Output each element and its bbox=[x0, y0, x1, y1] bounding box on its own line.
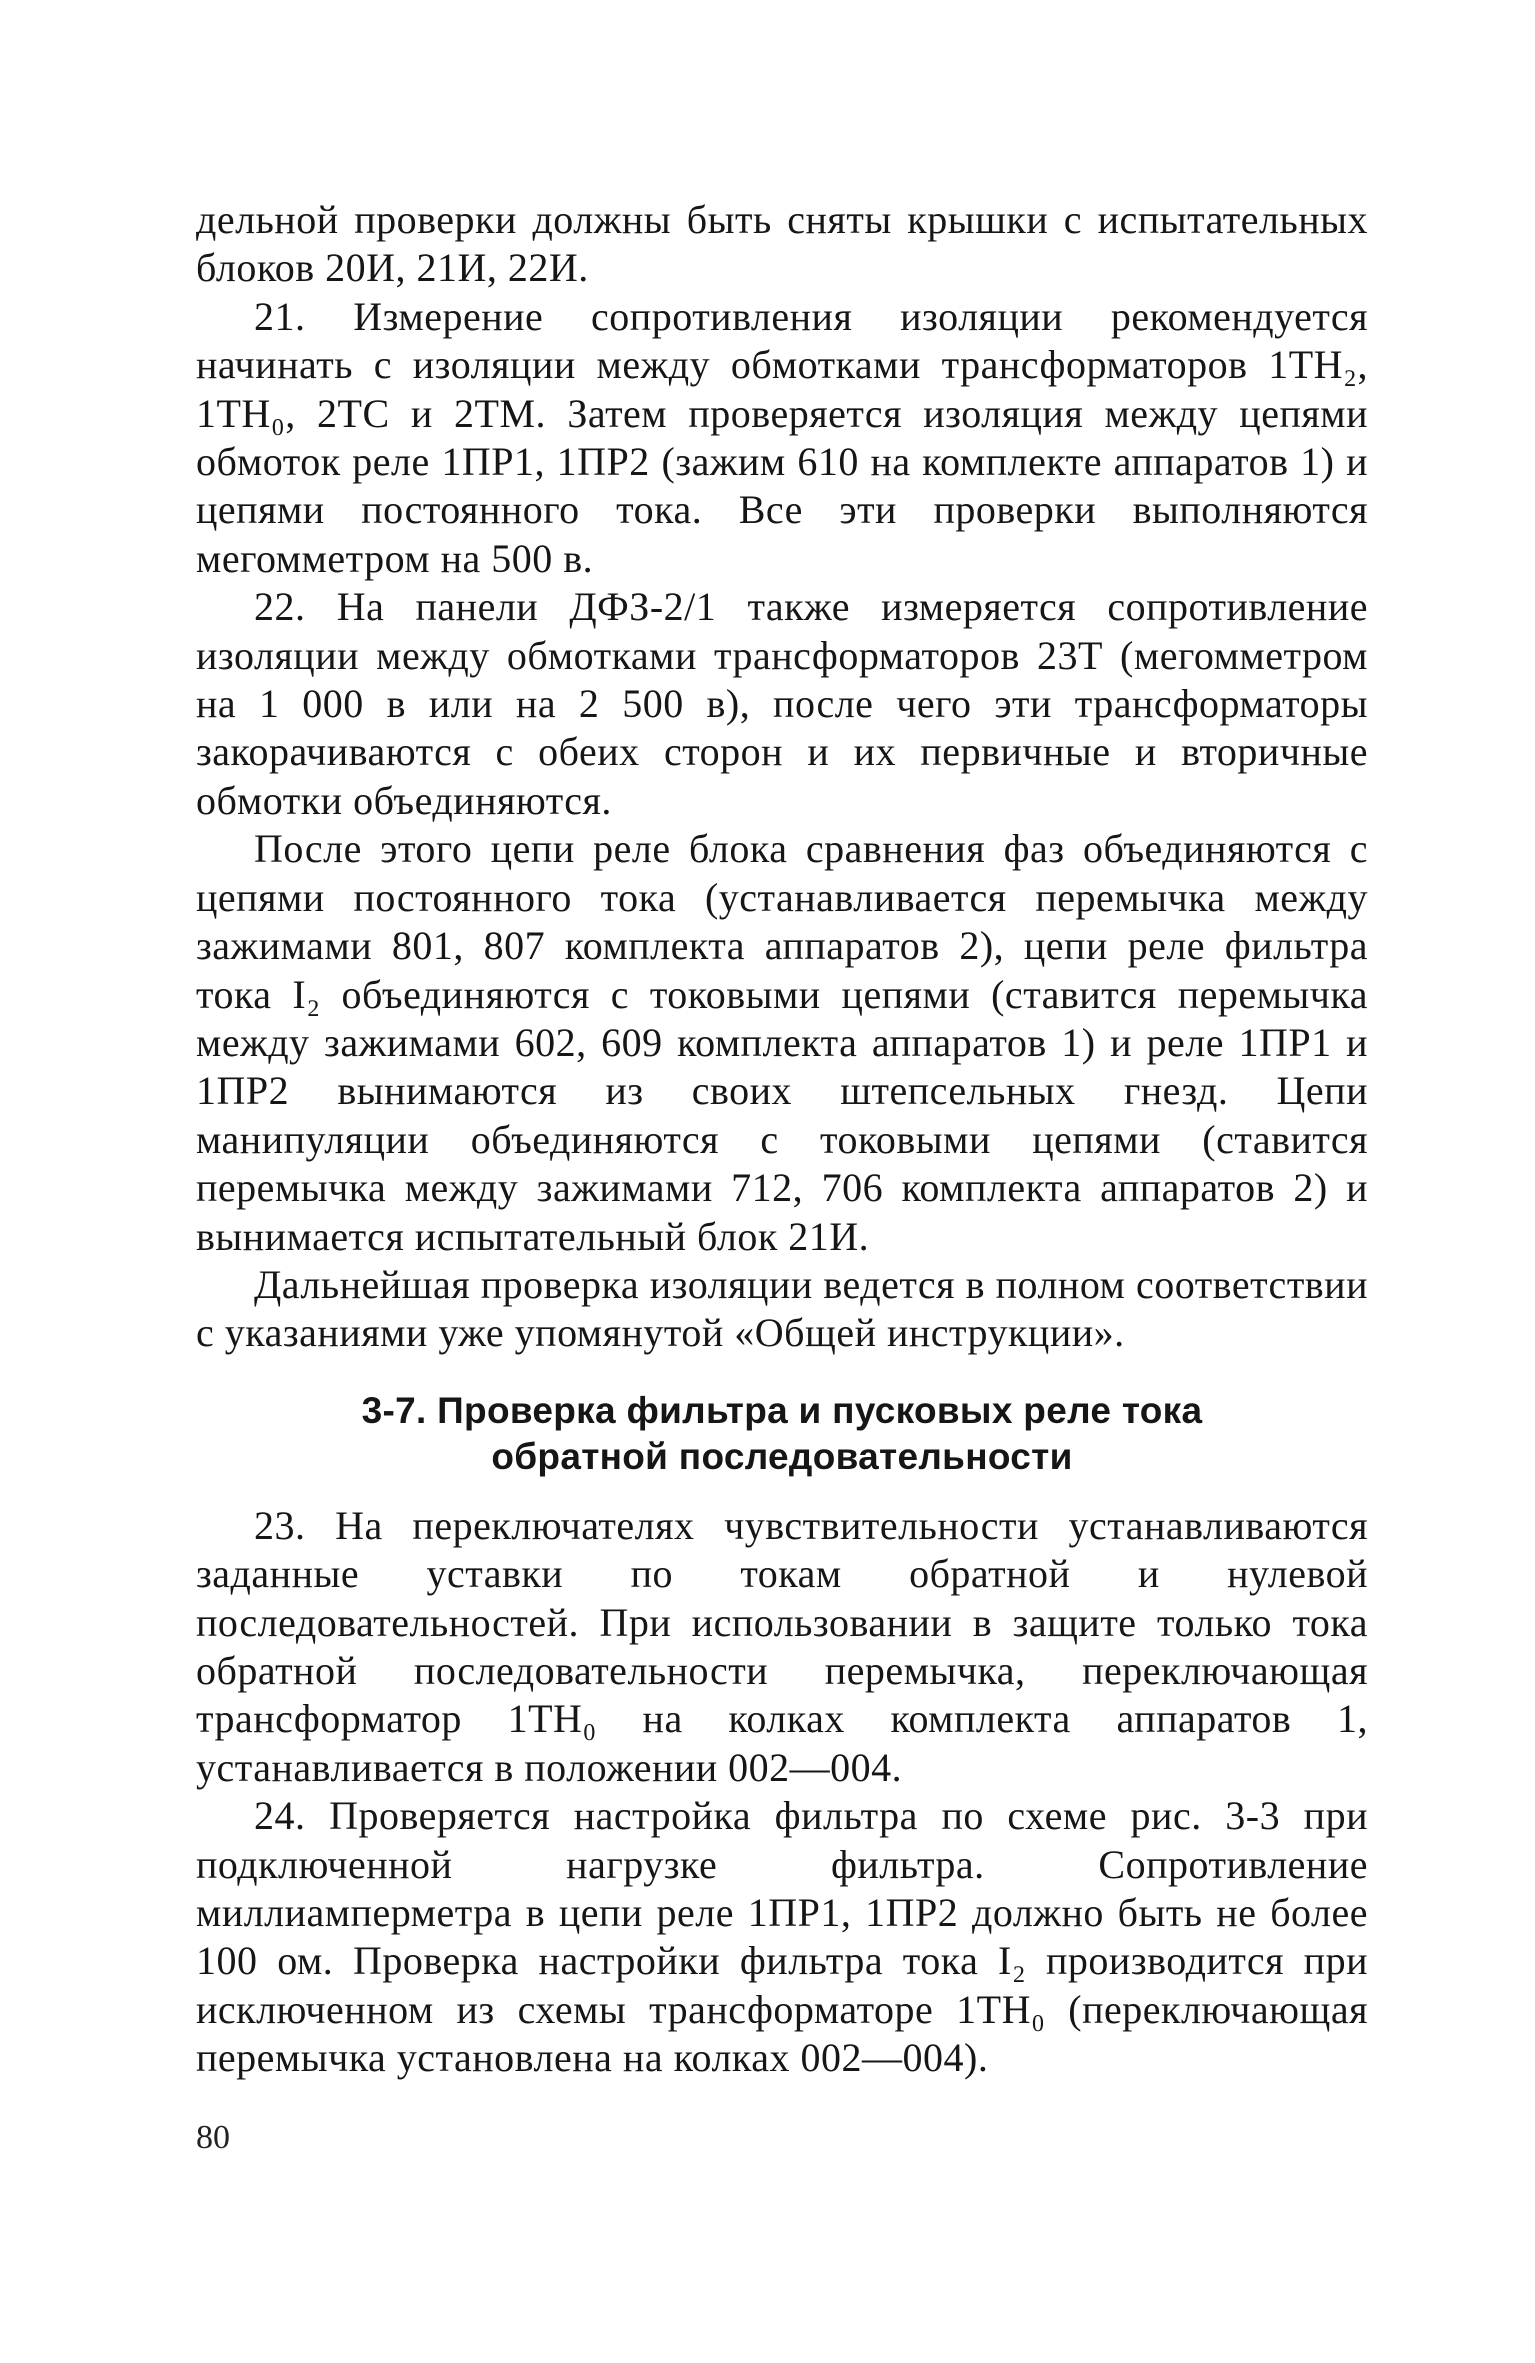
section-heading-line-1: 3-7. Проверка фильтра и пусковых реле тока bbox=[361, 1389, 1203, 1431]
paragraph-item-22: 22. На панели ДФЗ-2/1 также измеряется сопротивление изоляции между обмотками трансформаторов 23Т (мегомметром на 1 000 в или на 2 500 в), после чего эти трансформаторы закорачиваются с обеих сторон и их первичные и вторичные обмотки объединяются. bbox=[196, 584, 1368, 823]
paragraph-further-check: Дальнейшая проверка изоляции ведется в полном соответствии с указаниями уже упомянутой «Общей инструкции». bbox=[196, 1261, 1368, 1356]
page-number: 80 bbox=[196, 2119, 230, 2156]
paragraph-connections: После этого цепи реле блока сравнения фаз объединяются с цепями постоянного тока (устанавливается перемычка между зажимами 801, 807 комплекта аппаратов 2), цепи реле фильтра тока I₂ объединяются с токовыми цепями (ставится перемычка между зажимами 602, 609 комплекта аппаратов 1) и реле 1ПР1 и 1ПР2 вынимаются из своих штепсельных гнезд. Цепи манипуляции объединяются с токовыми цепями (ставится перемычка между зажимами 712, 706 комплекта аппаратов 2) и вынимается испытательный блок 21И. bbox=[196, 826, 1368, 1259]
section-heading bbox=[196, 1388, 1368, 1480]
paragraph-item-24: 24. Проверяется настройка фильтра по схеме рис. 3-3 при подключенной нагрузке фильтра. Сопротивление миллиамперметра в цепи реле 1ПР1, 1ПР2 должно быть не более 100 ом. Проверка настройки фильтра тока I₂ производится при исключенном из схемы трансформаторе 1TH₀ (переключающая перемычка установлена на колках 002—004). bbox=[196, 1793, 1368, 2081]
page-body bbox=[196, 196, 1368, 2083]
paragraph-item-23: 23. На переключателях чувствительности устанавливаются заданные уставки по токам обратной и нулевой последовательностей. При использовании в защите только тока обратной последовательности перемычка, переключающая трансформатор 1TH₀ на колках комплекта аппаратов 1, устанавливается в положении 002—004. bbox=[196, 1502, 1368, 1790]
paragraph-item-21: 21. Измерение сопротивления изоляции рекомендуется начинать с изоляции между обмотками трансформаторов 1TH₂, 1TH₀, 2TC и 2TM. Затем проверяется изоляция между цепями обмоток реле 1ПР1, 1ПР2 (зажим 610 на комплекте аппаратов 1) и цепями постоянного тока. Все эти проверки выполняются мегомметром на 500 в. bbox=[196, 293, 1368, 581]
section-heading-line-2: обратной последовательности bbox=[491, 1435, 1073, 1477]
paragraph-continued: дельной проверки должны быть сняты крышки с испытательных блоков 20И, 21И, 22И. bbox=[196, 197, 1368, 291]
